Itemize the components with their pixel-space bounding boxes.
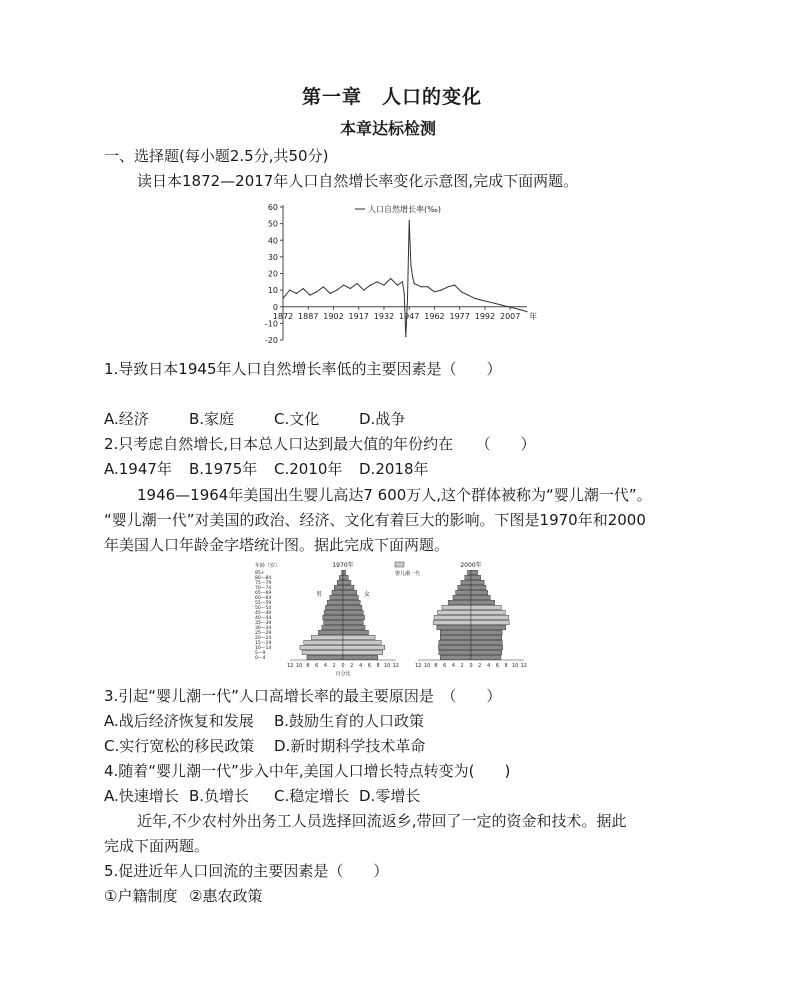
question-5: 5.促进近年人口回流的主要因素是（ ） — [104, 862, 389, 880]
q2-option-c[interactable]: C.2010年 — [274, 460, 343, 478]
x-tick-label: 1887 — [298, 311, 319, 321]
female-bar — [471, 630, 502, 634]
y-tick-label: 0 — [272, 302, 278, 312]
q5-option-2[interactable]: ②惠农政策 — [189, 887, 263, 905]
pyramid-x-tick-label: 12 — [520, 664, 527, 669]
female-bar — [471, 570, 478, 574]
data-point — [468, 295, 469, 296]
male-bar — [332, 590, 343, 594]
pyramid-y-label: 年龄（岁） — [255, 563, 281, 569]
pyramid-x-tick-label: 8 — [434, 664, 438, 669]
data-point — [447, 286, 448, 287]
male-bar — [302, 650, 343, 654]
female-bar — [343, 590, 357, 594]
pyramid-x-tick-label: 8 — [306, 664, 310, 669]
q5-option-1[interactable]: ①户籍制度 — [104, 887, 178, 905]
female-bar — [343, 585, 354, 589]
data-point — [397, 285, 398, 286]
female-bar — [471, 635, 502, 639]
female-bar — [343, 605, 362, 609]
male-bar — [467, 570, 471, 574]
male-bar — [323, 615, 343, 619]
female-bar — [343, 655, 378, 659]
y-tick-label: 10 — [267, 286, 278, 296]
data-point — [343, 285, 344, 286]
age-group-label: 85+ — [255, 571, 265, 577]
female-bar — [471, 655, 501, 659]
data-point — [370, 285, 371, 286]
question-3: 3.引起“婴儿潮一代”人口高增长率的最主要原因是 （ ） — [104, 687, 502, 705]
male-bar — [440, 655, 471, 659]
male-bar — [458, 585, 471, 589]
male-bar — [439, 640, 471, 644]
y-tick-label: 20 — [267, 269, 278, 279]
pyramid-title: 2000年 — [460, 562, 482, 569]
y-tick-label: 60 — [267, 203, 278, 212]
data-point — [434, 291, 435, 292]
x-tick-label: 1977 — [449, 311, 470, 321]
pyramid-x-tick-label: 12 — [392, 664, 399, 669]
male-bar — [325, 605, 343, 609]
data-point — [383, 285, 384, 286]
male-bar — [440, 635, 471, 639]
female-bar — [343, 615, 365, 619]
y-tick-label: -20 — [264, 336, 278, 345]
data-point — [356, 283, 357, 284]
x-tick-label: 1917 — [348, 311, 369, 321]
data-point — [402, 281, 403, 282]
x-tick-label: 1947 — [399, 311, 420, 321]
male-bar — [434, 615, 471, 619]
pyramid-x-tick-label: 12 — [287, 664, 294, 669]
male-bar — [327, 600, 343, 604]
male-label: 男 — [315, 591, 323, 598]
male-bar — [437, 625, 471, 629]
pyramid-x-tick-label: 6 — [443, 664, 447, 669]
age-group-label: 70—74 — [255, 586, 272, 592]
age-group-label: 0—4 — [255, 656, 266, 662]
data-point — [323, 286, 324, 287]
page-title: 第一章 人口的变化 — [302, 86, 483, 108]
q4-option-a[interactable]: A.快速增长 — [104, 787, 179, 805]
age-group-label: 75—79 — [255, 581, 272, 587]
page-subtitle: 本章达标检测 — [340, 119, 437, 138]
y-tick-label: 30 — [267, 252, 278, 262]
data-point — [407, 298, 408, 299]
pyramid-title: 1970年 — [332, 562, 354, 569]
male-bar — [438, 610, 471, 614]
female-bar — [343, 580, 351, 584]
data-point — [309, 295, 310, 296]
x-tick-label: 2007 — [499, 311, 521, 321]
data-point — [410, 265, 411, 266]
male-bar — [442, 605, 471, 609]
intro-text-2-line-1: 1946—1964年美国出生婴儿高达7 600万人,这个群体被称为“婴儿潮一代”。 — [137, 486, 652, 504]
y-tick-label: 50 — [267, 219, 278, 229]
male-bar — [440, 630, 471, 634]
q1-option-b[interactable]: B.家庭 — [189, 410, 235, 428]
age-group-label: 40—44 — [255, 616, 272, 622]
y-tick-label: -10 — [264, 319, 278, 329]
age-group-label: 20—24 — [255, 636, 272, 642]
data-point — [330, 293, 331, 294]
data-point — [526, 311, 527, 312]
q3-option-d[interactable]: D.新时期科学技术革命 — [274, 737, 426, 755]
female-bar — [471, 625, 506, 629]
female-label: 女 — [363, 591, 371, 598]
age-group-label: 60—64 — [255, 596, 272, 602]
data-point — [414, 283, 415, 284]
question-1: 1.导致日本1945年人口自然增长率低的主要因素是（ ） — [104, 360, 502, 378]
female-bar — [471, 580, 484, 584]
q1-option-c[interactable]: C.文化 — [274, 410, 320, 428]
pyramid-x-tick-label: 4 — [451, 664, 455, 669]
male-bar — [453, 595, 471, 599]
q4-option-d[interactable]: D.零增长 — [359, 787, 421, 805]
male-bar — [330, 595, 343, 599]
male-bar — [318, 630, 343, 634]
female-bar — [343, 620, 363, 624]
data-point — [336, 290, 337, 291]
y-tick-label: 40 — [267, 236, 278, 246]
x-axis-label: 年 — [529, 311, 537, 321]
q3-option-a[interactable]: A.战后经济恢复和发展 — [104, 712, 254, 730]
pyramid-x-tick-label: 6 — [367, 664, 371, 669]
age-group-label: 50—54 — [255, 606, 272, 612]
x-tick-label: 1992 — [474, 311, 496, 321]
q1-option-d[interactable]: D.战争 — [359, 410, 406, 428]
data-point — [474, 298, 475, 299]
female-bar — [471, 640, 502, 644]
male-bar — [307, 655, 343, 659]
legend-label: 人口自然增长率(‰) — [368, 205, 441, 214]
data-point — [405, 336, 406, 337]
data-point — [441, 290, 442, 291]
female-bar — [343, 645, 385, 649]
data-point — [494, 303, 495, 304]
male-bar — [322, 625, 343, 629]
data-point — [427, 286, 428, 287]
female-bar — [343, 595, 358, 599]
data-point — [409, 220, 410, 221]
data-point — [488, 301, 489, 302]
q1-option-a[interactable]: A.经济 — [104, 410, 149, 428]
data-point — [363, 290, 364, 291]
intro-text-3-line-2: 完成下面两题。 — [104, 837, 210, 855]
age-group-label: 10—14 — [255, 646, 272, 652]
female-bar — [343, 635, 375, 639]
data-point — [390, 278, 391, 279]
age-group-label: 25—29 — [255, 631, 272, 637]
baby-boom-legend-label: 婴儿潮一代 — [395, 571, 421, 577]
female-bar — [343, 650, 383, 654]
male-bar — [324, 610, 343, 614]
pyramid-x-tick-label: 4 — [359, 664, 363, 669]
data-point — [303, 288, 304, 289]
pyramid-x-tick-label: 12 — [415, 664, 422, 669]
female-bar — [343, 640, 381, 644]
pyramid-x-tick-label: 10 — [423, 664, 431, 669]
age-group-label: 55—59 — [255, 601, 272, 607]
pyramid-x-tick-label: 2 — [460, 664, 464, 669]
pyramid-x-tick-label: 2 — [478, 664, 482, 669]
age-group-label: 80—84 — [255, 576, 272, 582]
population-pyramids — [255, 560, 545, 680]
male-bar — [300, 645, 343, 649]
male-bar — [304, 640, 343, 644]
data-point — [515, 308, 516, 309]
pyramid-axis-label: 百分比 — [335, 671, 351, 677]
data-point — [454, 285, 455, 286]
pyramid-x-tick-label: 10 — [511, 664, 519, 669]
female-bar — [343, 575, 348, 579]
male-bar — [337, 580, 343, 584]
age-group-label: 65—69 — [255, 591, 272, 597]
male-bar — [465, 575, 471, 579]
q2-option-b[interactable]: B.1975年 — [189, 460, 258, 478]
age-group-label: 35—39 — [255, 621, 272, 627]
female-bar — [343, 630, 369, 634]
female-bar — [343, 570, 346, 574]
data-point — [412, 276, 413, 277]
male-bar — [461, 580, 471, 584]
male-bar — [456, 590, 471, 594]
pyramid-x-tick-label: 8 — [376, 664, 380, 669]
male-bar — [339, 575, 343, 579]
question-4: 4.随着“婴儿潮一代”步入中年,美国人口增长特点转变为( ) — [104, 762, 511, 780]
intro-text-2-line-3: 年美国人口年龄金字塔统计图。据此完成下面两题。 — [104, 536, 450, 554]
intro-text-2-line-2: “婴儿潮一代”对美国的政治、经济、文化有着巨大的影响。下图是1970年和2000 — [104, 511, 646, 529]
female-bar — [471, 595, 490, 599]
female-bar — [471, 605, 501, 609]
pyramid-x-tick-label: 4 — [487, 664, 491, 669]
female-bar — [471, 590, 488, 594]
male-bar — [433, 620, 471, 624]
data-point — [350, 288, 351, 289]
pyramid-x-tick-label: 10 — [295, 664, 303, 669]
pyramid-x-tick-label: 2 — [350, 664, 354, 669]
intro-text-3-line-1: 近年,不少农村外出务工人员选择回流返乡,带回了一定的资金和技术。据此 — [137, 812, 627, 830]
q2-option-a[interactable]: A.1947年 — [104, 460, 172, 478]
female-bar — [343, 625, 365, 629]
data-point — [508, 306, 509, 307]
female-bar — [343, 610, 363, 614]
female-bar — [471, 610, 505, 614]
q3-option-b[interactable]: B.鼓励生育的人口政策 — [274, 712, 425, 730]
female-bar — [471, 620, 509, 624]
x-tick-label: 1932 — [373, 311, 395, 321]
pyramid-x-tick-label: 6 — [315, 664, 319, 669]
q3-option-c[interactable]: C.实行宽松的移民政策 — [104, 737, 255, 755]
data-point — [289, 290, 290, 291]
pyramid-x-tick-label: 6 — [495, 664, 499, 669]
baby-boom-legend-swatch — [395, 562, 404, 567]
pyramid-x-tick-label: 8 — [504, 664, 508, 669]
female-bar — [471, 645, 503, 649]
q2-option-d[interactable]: D.2018年 — [359, 460, 429, 478]
data-point — [316, 291, 317, 292]
male-bar — [439, 650, 471, 654]
x-tick-label: 1962 — [424, 311, 445, 321]
male-bar — [438, 645, 471, 649]
age-group-label: 45—49 — [255, 611, 272, 617]
data-point — [296, 293, 297, 294]
pyramid-x-tick-label: 4 — [323, 664, 327, 669]
age-group-label: 15—19 — [255, 641, 272, 647]
line-chart — [255, 195, 545, 350]
q4-option-b[interactable]: B.负增长 — [189, 787, 250, 805]
section-heading: 一、选择题(每小题2.5分,共50分) — [104, 147, 329, 165]
female-bar — [471, 650, 502, 654]
x-tick-label: 1872 — [272, 311, 294, 321]
q4-option-c[interactable]: C.稳定增长 — [274, 787, 350, 805]
data-point — [404, 293, 405, 294]
female-bar — [343, 600, 360, 604]
female-bar — [471, 600, 495, 604]
data-point — [481, 300, 482, 301]
female-bar — [471, 615, 509, 619]
data-point — [461, 291, 462, 292]
data-point — [521, 309, 522, 310]
pyramid-x-tick-label: 0 — [341, 664, 345, 669]
age-group-label: 30—34 — [255, 626, 272, 632]
male-bar — [448, 600, 471, 604]
pyramid-x-tick-label: 10 — [383, 664, 391, 669]
pyramid-x-tick-label: 0 — [469, 664, 473, 669]
age-group-label: 5—9 — [255, 651, 266, 657]
female-bar — [471, 585, 486, 589]
x-tick-label: 1902 — [323, 311, 344, 321]
male-bar — [324, 620, 343, 624]
male-bar — [334, 585, 343, 589]
female-bar — [471, 575, 481, 579]
data-point — [420, 286, 421, 287]
data-point — [501, 304, 502, 305]
male-bar — [311, 635, 343, 639]
pyramid-x-tick-label: 2 — [332, 664, 336, 669]
question-2: 2.只考虑自然增长,日本总人口达到最大值的年份约在 （ ） — [104, 435, 536, 453]
data-point — [282, 298, 283, 299]
data-point — [377, 281, 378, 282]
intro-text-1: 读日本1872—2017年人口自然增长率变化示意图,完成下面两题。 — [137, 172, 579, 190]
